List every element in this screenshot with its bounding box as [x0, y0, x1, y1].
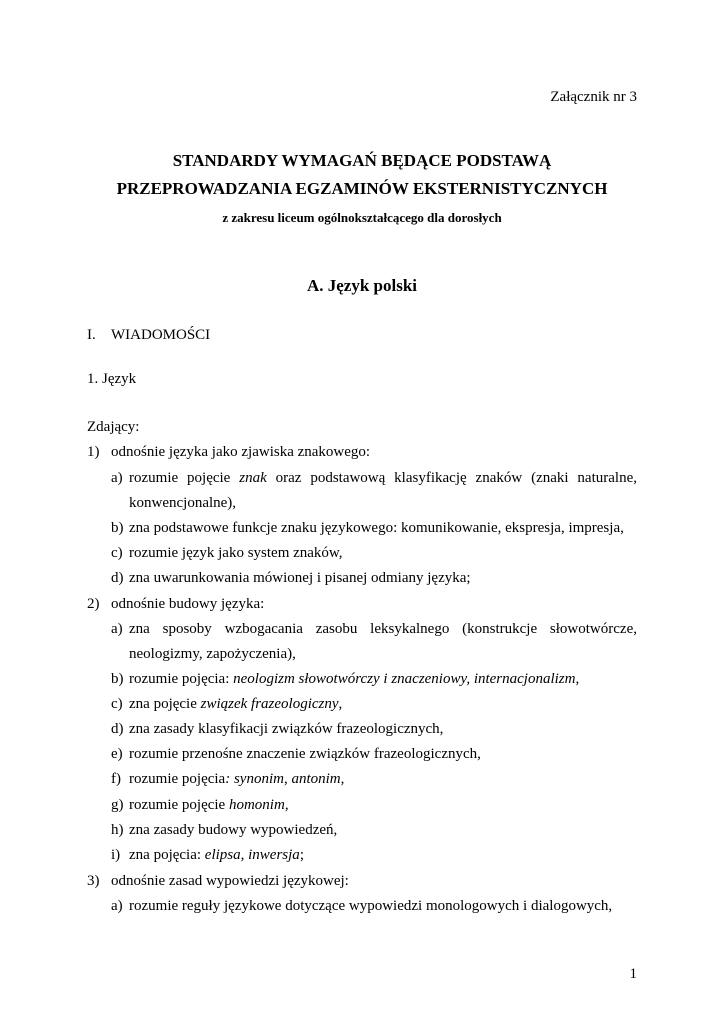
g1-d-letter: d) [111, 570, 124, 586]
g2-b-text: rozumie pojęcia: neologizm słowotwórczy i znaczeniowy, internacjonalizm, [129, 671, 580, 687]
group-3-number: 3) [87, 873, 100, 889]
g1-d-text: zna uwarunkowania mówionej i pisanej odmiany języka; [129, 570, 471, 586]
subsection-heading: 1. Język [87, 371, 137, 387]
g2-a-text: zna sposoby wzbogacania zasobu leksykalnego (konstrukcje słowotwórcze, [129, 621, 637, 637]
g2-g-text: rozumie pojęcie homonim, [129, 797, 289, 813]
g1-a-text: rozumie pojęcie znak oraz podstawową klasyfikację znaków (znaki naturalne, [129, 470, 637, 486]
g2-i-letter: i) [111, 847, 121, 863]
document-subtitle: z zakresu liceum ogólnokształcącego dla dorosłych [222, 210, 502, 225]
g1-c-text: rozumie język jako system znaków, [129, 545, 343, 561]
g2-d-letter: d) [111, 721, 124, 737]
group-1-label: odnośnie języka jako zjawiska znakowego: [111, 444, 371, 460]
g2-a-letter: a) [111, 621, 123, 637]
intro-text: Zdający: [87, 419, 140, 435]
g2-g-letter: g) [111, 797, 124, 813]
document-title-line-2: PRZEPROWADZANIA EGZAMINÓW EKSTERNISTYCZNYCH [116, 179, 608, 198]
g1-a-continuation: konwencjonalne), [129, 495, 237, 511]
g2-d-text: zna zasady klasyfikacji związków frazeologicznych, [129, 721, 444, 737]
attachment-label: Załącznik nr 3 [550, 89, 637, 105]
g2-h-text: zna zasady budowy wypowiedzeń, [129, 822, 338, 838]
g2-i-text: zna pojęcia: elipsa, inwersja; [129, 847, 304, 863]
g2-b-letter: b) [111, 671, 124, 687]
page-number: 1 [629, 966, 637, 982]
section-heading: A. Język polski [306, 276, 418, 295]
g2-c-letter: c) [111, 696, 123, 712]
group-3-label: odnośnie zasad wypowiedzi językowej: [111, 873, 349, 889]
g1-c-letter: c) [111, 545, 123, 561]
g2-e-letter: e) [111, 746, 123, 762]
part-label: WIADOMOŚCI [111, 327, 211, 343]
g3-a-letter: a) [111, 898, 123, 914]
document-title-line-1: STANDARDY WYMAGAŃ BĘDĄCE PODSTAWĄ [172, 151, 552, 170]
g2-f-letter: f) [111, 771, 121, 787]
group-2-number: 2) [87, 596, 100, 612]
g2-c-text: zna pojęcie związek frazeologiczny, [129, 696, 343, 712]
part-number: I. [87, 327, 96, 343]
g1-b-letter: b) [111, 520, 124, 536]
g3-a-text: rozumie reguły językowe dotyczące wypowiedzi monologowych i dialogowych, [129, 898, 613, 914]
g1-a-letter: a) [111, 470, 123, 486]
g2-e-text: rozumie przenośne znaczenie związków frazeologicznych, [129, 746, 481, 762]
g2-a-continuation: neologizmy, zapożyczenia), [129, 646, 296, 662]
group-2-label: odnośnie budowy języka: [111, 596, 265, 612]
group-1-number: 1) [87, 444, 100, 460]
g2-f-text: rozumie pojęcia: synonim, antonim, [129, 771, 345, 787]
g1-b-text: zna podstawowe funkcje znaku językowego: komunikowanie, ekspresja, impresja, [129, 520, 624, 536]
g2-h-letter: h) [111, 822, 124, 838]
